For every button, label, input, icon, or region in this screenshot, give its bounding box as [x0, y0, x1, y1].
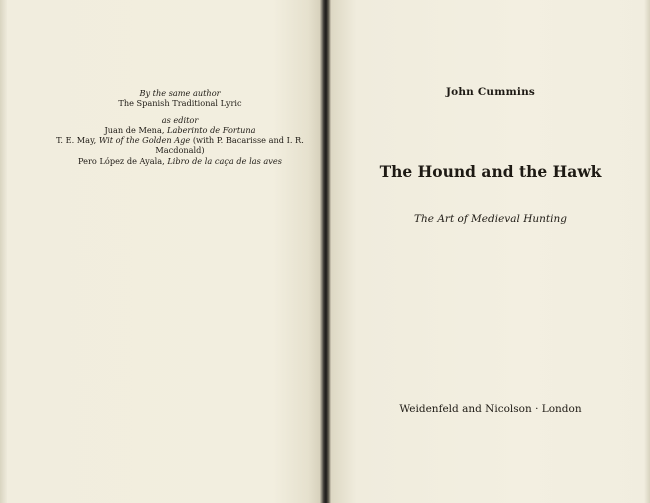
right-page-edge — [644, 0, 650, 503]
book-publisher: Weidenfeld and Nicolson · London — [399, 403, 582, 415]
book-subtitle: The Art of Medieval Hunting — [414, 213, 567, 225]
by-same-author-work: The Spanish Traditional Lyric — [118, 98, 242, 109]
editor-line-1: Juan de Mena, Laberinto de Fortuna — [104, 124, 256, 135]
book-gutter — [320, 0, 331, 503]
editor-line-2: T. E. May, Wit of the Golden Age (with P. Bacarisse and I. R. Macdonald) — [56, 135, 304, 156]
editor-line-3: Pero López de Ayala, Libro de la caça de las aves — [78, 155, 282, 166]
left-page — [0, 0, 321, 503]
by-same-author-heading: By the same author — [139, 88, 221, 98]
right-page — [331, 0, 650, 503]
left-page-edge — [0, 0, 7, 503]
book-author: John Cummins — [445, 86, 536, 98]
as-editor-heading: as editor — [161, 114, 199, 125]
by-same-author-block — [40, 88, 320, 166]
book-title: The Hound and the Hawk — [379, 162, 602, 181]
